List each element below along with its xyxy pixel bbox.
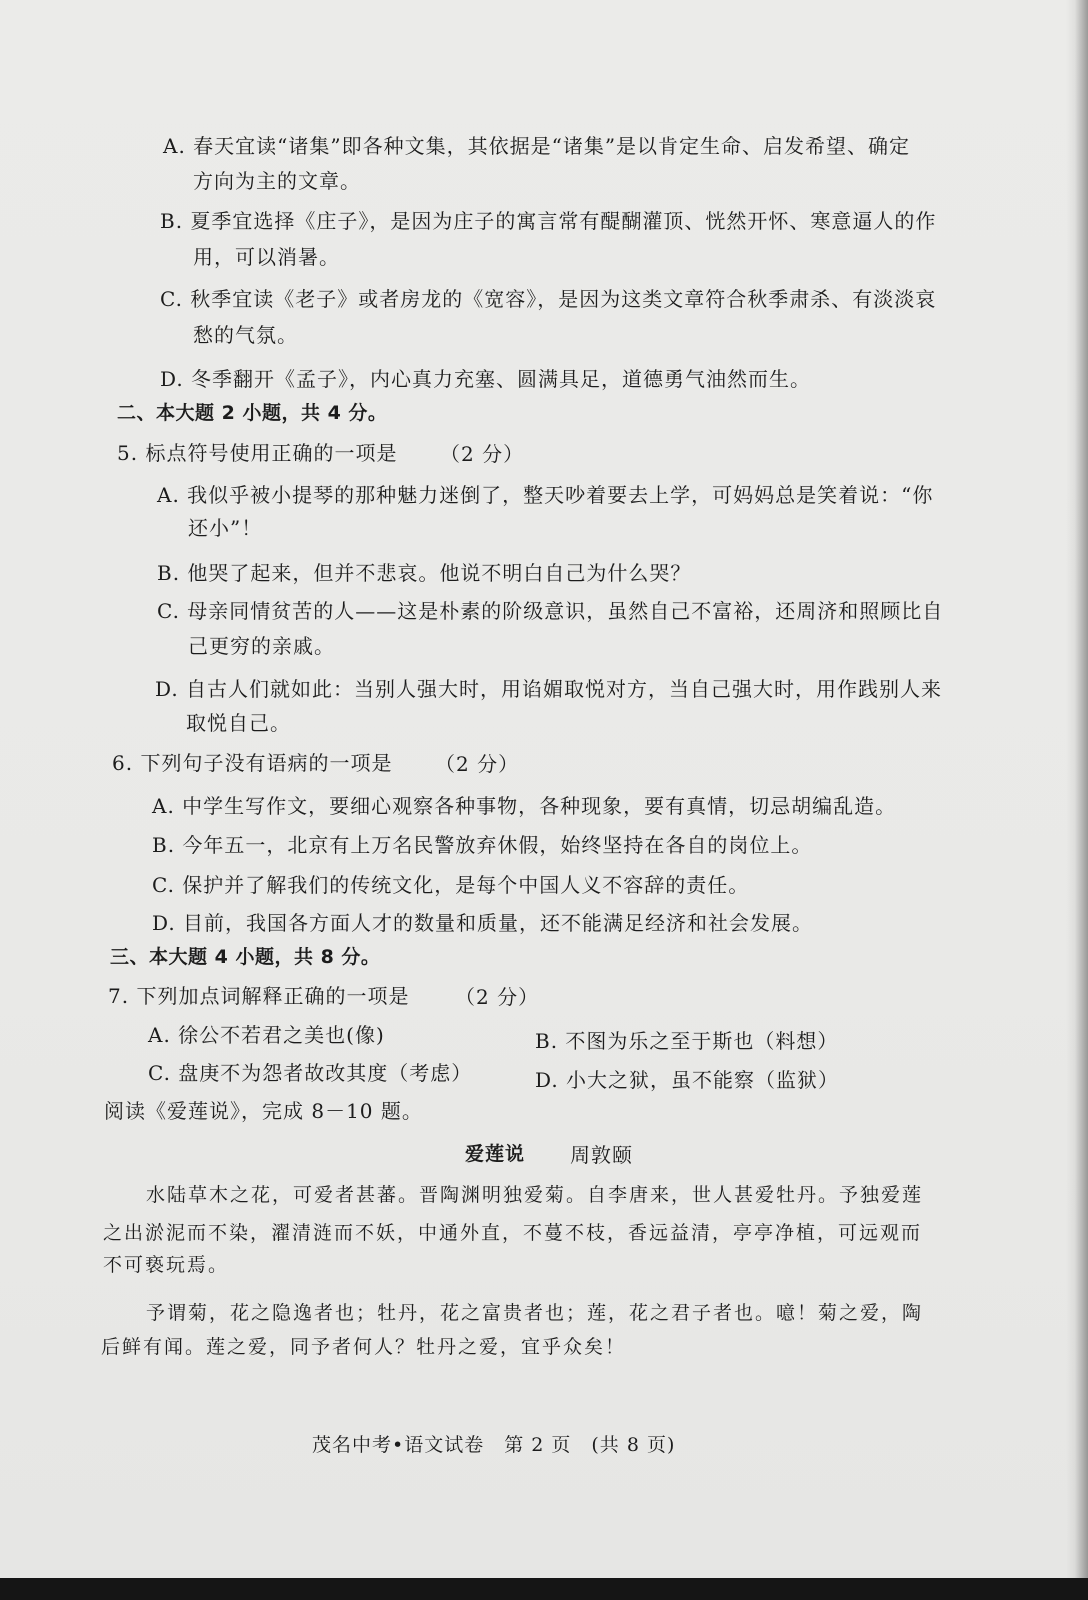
passage-p1-line2: 之出淤泥而不染，濯清涟而不妖，中通外直，不蔓不枝，香远益清，亭亭净植，可远观而 [103,1222,923,1244]
passage-p2-line1: 予谓菊，花之隐逸者也；牡丹，花之富贵者也；莲，花之君子者也。噫！菊之爱，陶 [146,1302,924,1324]
q4-option-a-line1: A. 春天宜读“诸集”即各种文集，其依据是“诸集”是以肯定生命、启发希望、确定 [163,134,911,158]
q7-stem: 7. 下列加点词解释正确的一项是 [108,984,410,1008]
q5-option-b-line1: B. 他哭了起来，但并不悲哀。他说不明白自己为什么哭？ [157,561,692,585]
scan-right-edge [1066,0,1088,1600]
q5-option-d-line2: 取悦自己。 [186,711,291,735]
q4-option-c-line2: 愁的气氛。 [193,323,298,347]
q5-score: （2 分） [440,442,525,466]
passage-p1-line3: 不可亵玩焉。 [103,1254,230,1276]
q4-option-d-line1: D. 冬季翻开《孟子》，内心真力充塞、圆满具足，道德勇气油然而生。 [160,367,812,391]
q6-score: （2 分） [435,752,520,776]
page-footer: 茂名中考•语文试卷 第 2 页 (共 8 页) [312,1434,676,1456]
passage-p1-line1: 水陆草木之花，可爱者甚蕃。晋陶渊明独爱菊。自李唐来，世人甚爱牡丹。予独爱莲 [146,1184,924,1206]
q4-option-a-line2: 方向为主的文章。 [193,169,361,193]
passage-author: 周敦颐 [570,1143,633,1167]
passage-title: 爱莲说 [465,1143,526,1165]
section-2-heading: 二、本大题 2 小题，共 4 分。 [117,402,388,424]
q5-option-a-line1: A. 我似乎被小提琴的那种魅力迷倒了，整天吵着要去上学，可妈妈总是笑着说：“你 [157,483,934,507]
passage-p2-line2: 后鲜有闻。莲之爱，同予者何人？牡丹之爱，宜乎众矣！ [101,1336,627,1358]
q5-option-c-line2: 己更穷的亲戚。 [188,634,335,658]
q7-option-b: B. 不图为乐之至于斯也（料想） [535,1029,839,1053]
q4-option-b-line2: 用，可以消暑。 [193,245,340,269]
scan-bottom-edge [0,1578,1088,1600]
q5-option-d-line1: D. 自古人们就如此：当别人强大时，用谄媚取悦对方，当自己强大时，用作践别人来 [155,677,943,701]
q6-option-b: B. 今年五一，北京有上万名民警放弃休假，始终坚持在各自的岗位上。 [152,833,813,857]
q6-option-a: A. 中学生写作文，要细心观察各种事物，各种现象，要有真情，切忌胡编乱造。 [152,794,897,818]
q5-stem: 5. 标点符号使用正确的一项是 [117,441,398,465]
section-3-heading: 三、本大题 4 小题，共 8 分。 [110,946,381,968]
q6-stem: 6. 下列句子没有语病的一项是 [112,751,393,775]
q5-option-a-line2: 还小”！ [188,516,263,540]
q5-option-c-line1: C. 母亲同情贫苦的人——这是朴素的阶级意识，虽然自己不富裕，还周济和照顾比自 [157,599,944,623]
q7-option-c: C. 盘庚不为怨者故改其度（考虑） [148,1061,473,1085]
reading-intro: 阅读《爱莲说》，完成 8－10 题。 [104,1099,423,1123]
q6-option-d: D. 目前，我国各方面人才的数量和质量，还不能满足经济和社会发展。 [152,911,814,935]
q4-option-c-line1: C. 秋季宜读《老子》或者房龙的《宽容》，是因为这类文章符合秋季肃杀、有淡淡哀 [160,287,937,311]
q4-option-b-line1: B. 夏季宜选择《庄子》，是因为庄子的寓言常有醍醐灌顶、恍然开怀、寒意逼人的作 [160,209,937,233]
q7-option-d: D. 小大之狱，虽不能察（监狱） [535,1068,840,1092]
q7-option-a: A. 徐公不若君之美也(像) [148,1023,385,1047]
q6-option-c: C. 保护并了解我们的传统文化，是每个中国人义不容辞的责任。 [152,873,750,897]
q7-score: （2 分） [455,985,540,1009]
